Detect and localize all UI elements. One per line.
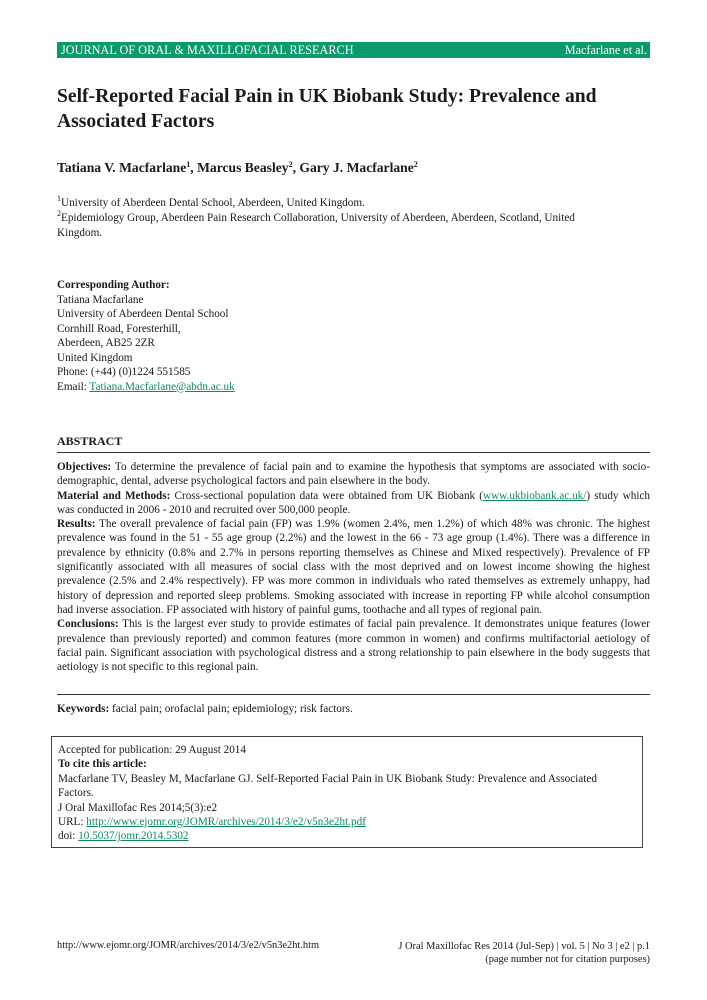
footer-ref-line: J Oral Maxillofac Res 2014 (Jul-Sep) | vol. 5 | No 3 | e2 | p.1: [398, 941, 650, 952]
corresponding-name: Tatiana Macfarlane: [57, 293, 144, 306]
corresponding-phone: Phone: (+44) (0)1224 551585: [57, 366, 191, 378]
author-1-affiliation: 1: [186, 160, 191, 169]
keywords-text: facial pain; orofacial pain; epidemiology; risk factors.: [109, 703, 353, 715]
abstract-results: [57, 517, 650, 617]
cite-line-2: Factors.: [58, 787, 94, 800]
corresponding-email-row: [57, 380, 235, 395]
journal-header-bar: [57, 42, 650, 58]
title-line-2: Associated Factors: [57, 111, 215, 132]
ukbiobank-link[interactable]: www.ukbiobank.ac.uk/: [483, 489, 587, 502]
author-list: [57, 160, 418, 176]
conclusions-text: This is the largest ever study to provide estimates of facial pain prevalence. It demonstrates unique features (lower prevalence than previously reported) and common features (more common in women) and confirms multifactorial aetiology of facial pain. Significant association with psychological distress and a strong relationship to pain elsewhere in the body suggests that aetiology is not specific to this regional pain.: [57, 618, 650, 674]
footer-note: (page number not for citation purposes): [485, 954, 650, 965]
affiliation-2-number: 2: [57, 209, 61, 218]
affiliation-2: [57, 207, 650, 240]
abstract-body: [57, 460, 650, 674]
methods-label: Material and Methods:: [57, 489, 171, 502]
citation-box: [51, 736, 643, 848]
author-3: Gary J. Macfarlane: [299, 160, 414, 175]
journal-reference: J Oral Maxillofac Res 2014;5(3):e2: [58, 801, 218, 814]
abstract-heading: ABSTRACT: [57, 434, 123, 448]
results-label: Results:: [57, 518, 96, 531]
doi-label: doi:: [58, 830, 79, 843]
footer-url: http://www.ejomr.org/JOMR/archives/2014/3/e2/v5n3e2ht.htm: [57, 940, 320, 951]
corresponding-heading: Corresponding Author:: [57, 279, 170, 291]
conclusions-label: Conclusions:: [57, 618, 119, 631]
keywords-label: Keywords:: [57, 703, 110, 715]
article-title: [57, 84, 657, 134]
author-separator: ,: [292, 160, 300, 175]
keywords: [57, 703, 353, 715]
cite-heading: To cite this article:: [58, 758, 147, 771]
author-separator: ,: [190, 160, 198, 175]
footer-reference: [398, 940, 650, 966]
url-label: URL:: [58, 816, 87, 829]
affiliation-2-text: Epidemiology Group, Aberdeen Pain Research Collaboration, University of Aberdeen, Aberdeen, Scotland, United: [61, 212, 575, 224]
corresponding-country: United Kingdom: [57, 351, 133, 364]
methods-text-cont: ) study which was conducted in 2006 - 2010 and recruited over 500,000 people.: [57, 489, 650, 516]
methods-text: Cross-sectional population data were obtained from UK Biobank (: [170, 489, 484, 502]
journal-name: JOURNAL OF ORAL & MAXILLOFACIAL RESEARCH: [61, 43, 354, 57]
abstract-conclusions: [57, 617, 650, 674]
results-text: The overall prevalence of facial pain (FP) was 1.9% (women 2.4%, men 1.2%) of which 48% was chronic. The highest prevalence was found in the 51 - 55 age group (2.2%) and the lowest in the 66 - 73 age group (1.4%). There was a difference in prevalence by ethnicity (0.8% and 2.7% in persons reporting themselves as Chinese and Mixed respectively). Prevalence of FP significantly associated with all measures of social class with the most deprived and on lowest income showing the highest prevalence (2.5% and 2.4% respectively). FP was more common in individuals who rated themselves as extremely unhappy, had history of depression and reported sleep problems. Smoking associated with increase in reporting FP while alcohol consumption had inverse association. FP associated with history of painful gums, toothache and all types of regional pain.: [57, 518, 650, 616]
doi-link[interactable]: 10.5037/jomr.2014.5302: [78, 830, 189, 843]
affiliation-2-text-cont: Kingdom.: [57, 226, 103, 239]
email-label: Email:: [57, 380, 90, 393]
email-link[interactable]: Tatiana.Macfarlane@abdn.ac.uk: [89, 380, 235, 393]
objectives-label: Objectives:: [57, 461, 112, 473]
accepted-date: Accepted for publication: 29 August 2014: [58, 744, 246, 756]
corresponding-city: Aberdeen, AB25 2ZR: [57, 337, 155, 349]
title-line-1: Self-Reported Facial Pain in UK Biobank Study: Prevalence and: [57, 86, 597, 107]
objectives-text: To determine the prevalence of facial pain and to examine the hypothesis that symptoms are associated with socio-demographic, dental, adverse psychological factors and pain elsewhere in the body.: [57, 461, 650, 488]
corresponding-org: University of Aberdeen Dental School: [57, 308, 229, 320]
affiliation-1-number: 1: [57, 194, 61, 203]
abstract-methods: [57, 489, 650, 518]
corresponding-author-block: [57, 278, 235, 394]
author-3-affiliation: 2: [413, 160, 418, 169]
abstract-bottom-rule: [57, 694, 650, 695]
affiliation-1-text: University of Aberdeen Dental School, Aberdeen, United Kingdom.: [61, 197, 365, 209]
doi-row: [58, 829, 642, 843]
corresponding-street: Cornhill Road, Foresterhill,: [57, 322, 181, 335]
author-2: Marcus Beasley: [197, 160, 289, 175]
article-pdf-link[interactable]: http://www.ejomr.org/JOMR/archives/2014/3/e2/v5n3e2ht.pdf: [86, 816, 366, 829]
abstract-top-rule: [57, 452, 650, 453]
abstract-objectives: [57, 460, 650, 489]
running-author: Macfarlane et al.: [564, 43, 647, 57]
author-2-affiliation: 2: [288, 160, 293, 169]
author-1: Tatiana V. Macfarlane: [57, 160, 187, 175]
cite-line-1: Macfarlane TV, Beasley M, Macfarlane GJ. Self-Reported Facial Pain in UK Biobank Study: Prevalence and Associated: [58, 772, 597, 785]
url-row: [58, 815, 642, 829]
